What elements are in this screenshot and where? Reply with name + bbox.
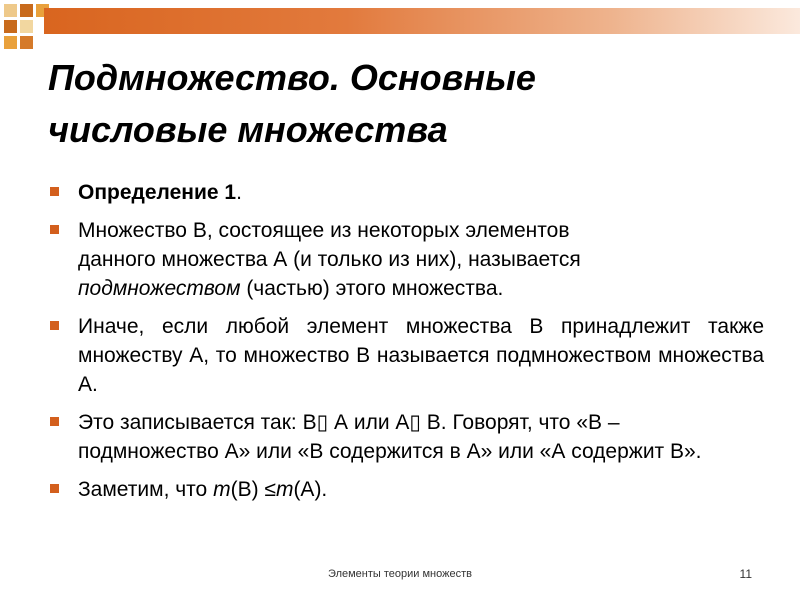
slide-title: Подмножество. Основные числовые множества <box>48 57 536 150</box>
subset-term: подмножеством <box>78 277 241 300</box>
subset-symbol: ▯ <box>316 411 329 434</box>
bullet-subset-definition: Множество В, состоящее из некоторых элементов данного множества А (и только из них), называется подмножеством (частью) этого множества. <box>48 216 764 303</box>
bullet-notation: Это записывается так: В▯ А или А▯ В. Говорят, что «В – подмножество А» или «В содержится в А» или «А содержит В». <box>48 408 764 466</box>
bullet-otherwise: Иначе, если любой элемент множества В принадлежит также множеству А, то множество В называется подмножеством множества А. <box>48 312 764 399</box>
bullet-definition: Определение 1. <box>48 178 764 207</box>
bullet-list <box>48 178 764 513</box>
bullet-measure-note: Заметим, что m(В) ≤m(А). <box>48 475 764 504</box>
superset-symbol: ▯ <box>409 411 421 434</box>
top-gradient-bar <box>44 8 800 34</box>
footer-text: Элементы теории множеств <box>328 568 472 580</box>
page-number: 11 <box>739 567 752 581</box>
definition-label: Определение 1 <box>78 181 237 204</box>
